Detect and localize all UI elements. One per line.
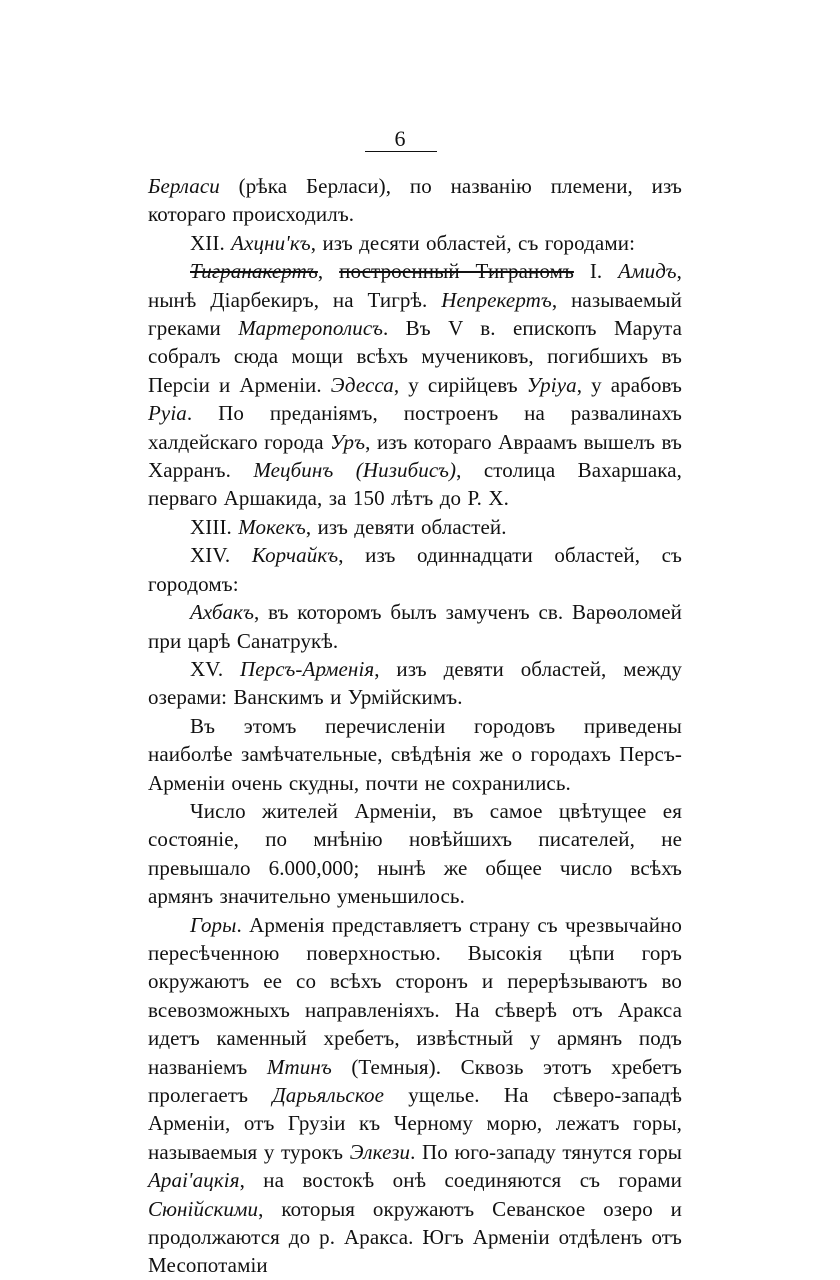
region-name: Персъ-Арменія bbox=[240, 656, 375, 681]
paragraph-region-15 bbox=[148, 655, 682, 712]
italic-term: Руiа bbox=[148, 401, 187, 426]
text-run: , называемый греками bbox=[148, 287, 682, 341]
text-run: Число жителей Арменіи, въ самое цвѣтущее ея состояніе, по мнѣнію новѣйшихъ писателей, не превышало 6.000,000; нынѣ же общее число всѣхъ армянъ значительно уменьшилось. bbox=[148, 798, 682, 909]
paragraph-region-14 bbox=[148, 541, 682, 598]
text-run: , bbox=[317, 259, 340, 284]
paragraph-region-13 bbox=[148, 513, 682, 541]
body-text bbox=[148, 172, 682, 1280]
italic-term: Эдесса bbox=[330, 372, 394, 397]
paragraph-region-12 bbox=[148, 229, 682, 257]
region-number: XII. bbox=[190, 230, 232, 255]
paragraph-population bbox=[148, 797, 682, 911]
region-name: Мокекъ bbox=[238, 514, 306, 539]
text-run: , на востокѣ онѣ соединяются съ горами bbox=[239, 1168, 682, 1193]
text-run: . По юго-западу тянутся горы bbox=[410, 1139, 683, 1164]
struck-text: Тигранакертъ bbox=[190, 259, 318, 284]
text-run: , изъ десяти областей, съ городами: bbox=[310, 230, 636, 255]
text-run: . По преданіямъ, построенъ на развалинахъ халдейскаго города bbox=[148, 401, 682, 454]
text-run: ущелье. На сѣверо-западѣ Арменіи, отъ Грузіи къ Черному морю, лежатъ горы, называемыя у турокъ bbox=[148, 1083, 682, 1164]
page-number-rule bbox=[365, 151, 437, 152]
region-number: XIV. bbox=[190, 543, 252, 568]
italic-term: Ахбакъ bbox=[190, 600, 255, 625]
text-run: , у арабовъ bbox=[576, 372, 682, 397]
page-number: 6 bbox=[394, 126, 406, 151]
struck-text: построенный Тиграномъ bbox=[339, 259, 574, 284]
text-run: (Темныя). Сквозь этотъ хребетъ пролегаетъ bbox=[148, 1054, 682, 1107]
region-number: XV. bbox=[190, 656, 240, 681]
text-run: , изъ девяти областей. bbox=[305, 514, 507, 539]
text-run: , которыя окружаютъ Севанское озеро и продолжаются до р. Аракса. Югъ Арменіи отдѣленъ отъ Месопотаміи bbox=[148, 1196, 682, 1278]
text-run: (рѣка Берласи), по названію племени, изъ котораго происходилъ. bbox=[148, 174, 682, 227]
paragraph-cities-note bbox=[148, 712, 682, 797]
text-run: , изъ девяти областей, между озерами: Ванскимъ и Урмійскимъ. bbox=[148, 656, 682, 710]
italic-term: Мтинъ bbox=[266, 1054, 332, 1079]
italic-term: Дарьяльское bbox=[272, 1083, 385, 1107]
italic-term: Непрекертъ bbox=[441, 287, 552, 312]
italic-term: Урiуа bbox=[526, 372, 577, 397]
text-run: I. bbox=[573, 259, 619, 284]
region-name: Ахцни'къ bbox=[231, 230, 311, 255]
text-run: Въ этомъ перечисленіи городовъ приведены наиболѣе замѣчательные, свѣдѣнія же о городахъ Персъ-Арменіи очень скудны, почти не сохранились. bbox=[148, 713, 682, 795]
text-run: , изъ одиннадцати областей, съ городомъ: bbox=[148, 543, 683, 596]
text-run: , изъ котораго Авраамъ вышелъ въ Харранъ. bbox=[148, 429, 682, 483]
italic-term: Берласи bbox=[148, 174, 220, 198]
paragraph-city-akhbak bbox=[148, 598, 682, 655]
text-run: , въ которомъ былъ замученъ св. Варѳоломей при царѣ Санатрукѣ. bbox=[148, 600, 682, 653]
italic-term: Горы bbox=[190, 912, 237, 937]
italic-term: Уръ bbox=[330, 429, 366, 454]
paragraph-mountains bbox=[148, 911, 682, 1280]
italic-term: Мецбинъ (Низибисъ) bbox=[253, 458, 457, 483]
text-run: , нынѣ Діарбекиръ, на Тигрѣ. bbox=[148, 259, 683, 312]
italic-term: Сюнійскими bbox=[148, 1196, 259, 1221]
paragraph-berlasi bbox=[148, 172, 682, 229]
italic-term: Амидъ bbox=[618, 259, 677, 284]
text-run: , столица Вахаршака, перваго Аршакида, за 150 лѣтъ до Р. Х. bbox=[148, 458, 682, 511]
italic-term: Мартерополисъ bbox=[238, 316, 383, 341]
text-run: , у сирійцевъ bbox=[393, 372, 527, 397]
italic-term: Араi'ацкія bbox=[148, 1168, 240, 1193]
text-run: . Въ V в. епископъ Марута собралъ сюда мощи всѣхъ мучениковъ, погибшихъ въ Персіи и Арменіи. bbox=[148, 316, 683, 397]
italic-term: Элкези bbox=[349, 1139, 411, 1164]
region-number: XIII. bbox=[190, 514, 239, 539]
paragraph-cities-12 bbox=[148, 257, 682, 513]
text-run: . Арменія представляетъ страну съ чрезвычайно пересѣченною поверхностью. Высокія цѣпи горъ окружаютъ ее со всѣхъ сторонъ и перерѣзываютъ во всевозможныхъ направленіяхъ. На сѣверѣ отъ Аракса идетъ каменный хребетъ, извѣстный у армянъ подъ названіемъ bbox=[148, 912, 682, 1079]
region-name: Корчайкъ bbox=[251, 543, 339, 568]
